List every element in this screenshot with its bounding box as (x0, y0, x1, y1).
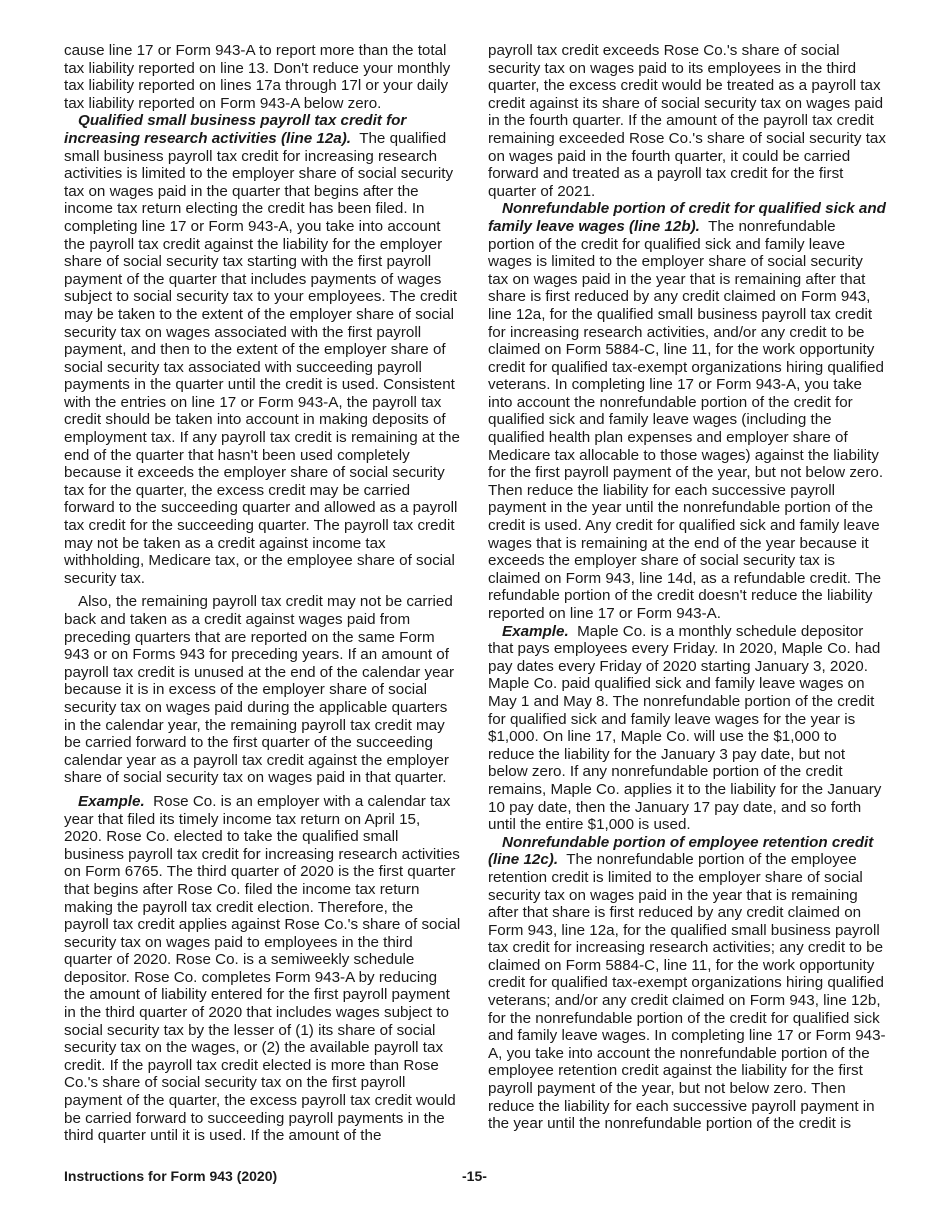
paragraph-heading: Example. (502, 622, 569, 640)
paragraph-text: The nonrefundable portion of the credit for qualified sick and family leave wages is limited to the employer share of social security tax on wages paid in the year that is remaining after that share is first reduced by any credit claimed on Form 943, line 12a, for the qualified small business payroll tax credit for increasing research activities, and/or any credit to be claimed on Form 5884-C, line 11, for the work opportunity credit for qualified tax-exempt organizations hiring qualified veterans. In completing line 17 or Form 943-A, you take into account the nonrefundable portion of the credit for qualified sick and family leave wages (including the qualified health plan expenses and employer share of Medicare tax allocable to those wages) against the liability for the first payroll payment of the year, but not below zero. Then reduce the liability for each successive payroll payment in the year until the nonrefundable portion of the credit is used. Any credit for qualified sick and family leave wages that is remaining at the end of the year because it exceeds the employer share of social security tax is claimed on Form 943, line 14d, as a refundable credit. The refundable portion of the credit doesn't reduce the liability reported on line 17 or Form 943-A. (488, 217, 884, 622)
paragraph (488, 623, 886, 834)
paragraph-text: Rose Co. is an employer with a calendar tax year that filed its timely income tax return on April 15, 2020. Rose Co. elected to take the qualified small business payroll tax credit for increasing research activities on Form 6765. The third quarter of 2020 is the first quarter that begins after Rose Co. filed the income tax return making the payroll tax credit election. Therefore, the payroll tax credit applies against Rose Co.'s share of social security tax on wages paid to employees in the third quarter of 2020. Rose Co. is a semiweekly schedule depositor. Rose Co. completes Form 943-A by reducing the amount of liability entered for the first payroll payment in the third quarter of 2020 that includes wages subject to social security tax by the lesser of (1) its share of social security tax on the wages, or (2) the available payroll tax credit. If the payroll tax credit elected is more than Rose Co.'s share of social security tax on the first payroll payment of the quarter, the excess payroll tax credit would be carried forward to succeeding payroll payments in the third quarter until it is used. If the amount of the (64, 792, 461, 1145)
paragraph-text: payroll tax credit exceeds Rose Co.'s share of social security tax on wages paid to its employees in the third quarter, the excess credit would be treated as a payroll tax credit against its share of social security tax on wages paid in the fourth quarter. If the amount of the payroll tax credit remaining exceeded Rose Co.'s share of social security tax on wages paid in the fourth quarter, it could be carried forward and treated as a payroll tax credit for the first quarter of 2021. (488, 42, 886, 200)
paragraph (64, 793, 462, 1145)
paragraph-heading: Qualified small business payroll tax credit for increasing research activities (line 12a). (64, 112, 407, 147)
paragraph (64, 112, 462, 587)
left-column (64, 42, 462, 1145)
paragraph-text: Also, the remaining payroll tax credit may not be carried back and taken as a credit against wages paid from preceding quarters that are reported on the same Form 943 or on Forms 943 for preceding years. If an amount of payroll tax credit is unused at the end of the calendar year because it is in excess of the employer share of social security tax on wages paid during the applicable quarters in the calendar year, the remaining payroll tax credit may be carried forward to the first quarter of the succeeding calendar year as a payroll tax credit against the employer share of social security tax on wages paid in that quarter. (64, 593, 455, 787)
paragraph (488, 200, 886, 622)
page-footer (64, 1168, 886, 1186)
paragraph-text: cause line 17 or Form 943-A to report more than the total tax liability reported on line 13. Don't reduce your monthly tax liability reported on lines 17a through 17l or your daily tax liability reported on Form 943-A below zero. (64, 42, 451, 112)
footer-title: Instructions for Form 943 (2020) (64, 1168, 278, 1184)
paragraph-heading: Nonrefundable portion of employee retention credit (line 12c). (488, 833, 874, 869)
paragraph-heading: Nonrefundable portion of credit for qualified sick and family leave wages (line 12b). (488, 200, 886, 235)
right-column (488, 42, 886, 1133)
paragraph (488, 42, 886, 200)
paragraph-text: Maple Co. is a monthly schedule depositor that pays employees every Friday. In 2020, Maple Co. had pay dates every Friday of 2020 starting January 3, 2020. Maple Co. paid qualified sick and family leave wages on May 1 and May 8. The nonrefundable portion of the credit for qualified sick and family leave wages for the year is $1,000. On line 17, Maple Co. will use the $1,000 to reduce the liability for the January 3 pay date, but not below zero. If any nonrefundable portion of the credit remains, Maple Co. applies it to the liability for the January 10 pay date, then the January 17 pay date, and so forth until the entire $1,000 is used. (488, 622, 882, 834)
paragraph (488, 834, 886, 1133)
paragraph-text: The qualified small business payroll tax credit for increasing research activities is limited to the employer share of social security tax on wages paid in the quarter that begins after the income tax return electing the credit has been filed. In completing line 17 or Form 943-A, you take into account the payroll tax credit against the liability for the employer share of social security tax starting with the first payroll payment of the quarter that includes payments of wages subject to social security tax to your employees. The credit may be taken to the extent of the employer share of social security tax on wages associated with the first payroll payment, and then to the extent of the employer share of social security tax associated with succeeding payroll payments in the quarter until the credit is used. Consistent with the entries on line 17 or Form 943-A, the payroll tax credit should be taken into account in making deposits of employment tax. If any payroll tax credit is remaining at the end of the quarter that hasn't been used completely because it exceeds the employer share of social security tax for the quarter, the excess credit may be carried forward to the succeeding quarter and allowed as a payroll tax credit for the succeeding quarter. The payroll tax credit may not be taken as a credit against income tax withholding, Medicare tax, or the employee share of social security tax. (64, 129, 460, 587)
page-number: -15- (462, 1168, 487, 1184)
paragraph-heading: Example. (78, 792, 145, 810)
paragraph (64, 593, 462, 787)
paragraph (64, 42, 462, 112)
paragraph-text: The nonrefundable portion of the employee retention credit is limited to the employer share of social security tax on wages paid in the year that is remaining after that share is first reduced by any credit claimed on Form 943, line 12a, for the qualified small business payroll tax credit for increasing research activities; any credit to be claimed on Form 5884-C, line 11, for the work opportunity credit for qualified tax-exempt organizations hiring qualified veterans; and/or any credit claimed on Form 943, line 12b, for the nonrefundable portion of the credit for qualified sick and family leave wages. In completing line 17 or Form 943-A, you take into account the nonrefundable portion of the employee retention credit against the liability for the first payroll payment of the year, but not below zero. Then reduce the liability for each successive payroll payment in the year until the nonrefundable portion of the credit is (488, 851, 886, 1133)
